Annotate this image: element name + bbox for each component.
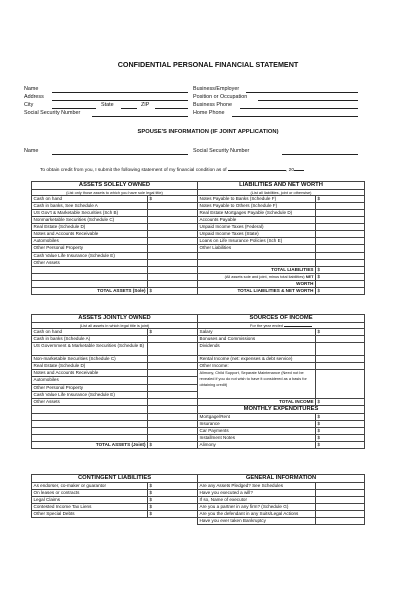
spouse-name-label: Name bbox=[24, 148, 39, 154]
sole-row-label: Nonmarketable Securities (Schedule C) bbox=[32, 217, 148, 224]
intro-text: To obtain credit from you, I submit the following statement of my financial condition as of , 20 bbox=[40, 168, 304, 173]
liab-row-label: Accounts Payable bbox=[198, 217, 316, 224]
general-row-label: Have you ever taken Bankruptcy bbox=[198, 518, 316, 525]
general-row-label: Are you a partner in any firm? (Schedule G) bbox=[198, 504, 316, 511]
dollar-sign: $ bbox=[149, 489, 153, 495]
business-phone-label: Business Phone bbox=[193, 102, 232, 108]
expenditure-value[interactable] bbox=[316, 427, 365, 434]
year-field[interactable] bbox=[294, 170, 304, 171]
net-worth-note-text: (All assets sole and joint, minus total liabilities) bbox=[224, 273, 305, 279]
joint-row-value[interactable] bbox=[148, 398, 198, 405]
contingent-row-value bbox=[148, 518, 198, 525]
joint-row-value[interactable] bbox=[148, 342, 198, 355]
worth-value[interactable] bbox=[316, 280, 365, 287]
assets-joint-heading: ASSETS JOINTLY OWNED bbox=[32, 315, 198, 323]
liab-row-value[interactable] bbox=[316, 195, 365, 202]
joint-row-value[interactable] bbox=[148, 335, 198, 342]
alimony-note: Alimony, Child Support, Separate Maintenance (Need not be revealed if you do not wish to have it considered as a basis for obtaining credit) bbox=[198, 370, 316, 398]
spouse-ssn-field[interactable] bbox=[282, 154, 358, 155]
joint-row-value[interactable] bbox=[148, 405, 198, 413]
employer-label: Business/Employer bbox=[193, 86, 240, 92]
joint-row-label: Real Estate (Schedule D) bbox=[32, 363, 148, 370]
expenditure-label: Insurance bbox=[198, 420, 316, 427]
address-field[interactable] bbox=[52, 100, 188, 101]
sole-row-label bbox=[32, 280, 148, 287]
liab-row-value[interactable] bbox=[316, 252, 365, 259]
joint-assets-income-table bbox=[31, 314, 365, 449]
liab-row-label bbox=[198, 252, 316, 259]
joint-row-label: Non-marketable Securities (Schedule C) bbox=[32, 356, 148, 363]
dollar-sign: $ bbox=[317, 288, 321, 294]
liab-row-value[interactable] bbox=[316, 209, 365, 216]
dollar-sign: $ bbox=[149, 442, 153, 447]
contingent-row-value[interactable] bbox=[148, 489, 198, 496]
sole-row-label: Other Assets bbox=[32, 259, 148, 266]
expenditure-value[interactable] bbox=[316, 442, 365, 449]
joint-row-label bbox=[32, 434, 148, 441]
sole-row-label: Notes and Accounts Receivable bbox=[32, 231, 148, 238]
joint-row-label: Other Personal Property bbox=[32, 384, 148, 391]
sole-row-value[interactable] bbox=[148, 231, 198, 238]
ssn-label: Social Security Number bbox=[24, 110, 81, 116]
net-worth-value[interactable] bbox=[316, 273, 365, 280]
net-label: NET bbox=[305, 273, 314, 279]
contingent-row-label: Legal Claims bbox=[32, 496, 148, 503]
dollar-sign: $ bbox=[149, 328, 153, 334]
joint-row-label bbox=[32, 420, 148, 427]
state-label: State bbox=[101, 102, 114, 108]
dollar-sign: $ bbox=[317, 413, 321, 419]
assets-sole-note: (List only those assets to which you have sole legal title) bbox=[32, 189, 198, 195]
general-row-label: Are you the defendant in any Suits/Legal Actions bbox=[198, 511, 316, 518]
joint-row-value[interactable] bbox=[148, 377, 198, 384]
liab-row-label: Real Estate Mortgages Payable (Schedule D) bbox=[198, 209, 316, 216]
dollar-sign: $ bbox=[317, 195, 321, 201]
sole-row-value[interactable] bbox=[148, 209, 198, 216]
general-row-value[interactable] bbox=[316, 504, 365, 511]
total-assets-joint-label: TOTAL ASSETS (Joint) bbox=[32, 442, 148, 449]
assets-sole-heading: ASSETS SOLELY OWNED bbox=[32, 182, 198, 190]
dollar-sign: $ bbox=[149, 511, 153, 517]
liab-row-value[interactable] bbox=[316, 259, 365, 266]
joint-row-value[interactable] bbox=[148, 328, 198, 335]
sole-row-label: Other Personal Property bbox=[32, 245, 148, 252]
joint-row-value[interactable] bbox=[148, 370, 198, 377]
dollar-sign: $ bbox=[317, 328, 321, 334]
sole-row-label bbox=[32, 273, 148, 280]
liab-row-value[interactable] bbox=[316, 238, 365, 245]
expenditure-value[interactable] bbox=[316, 413, 365, 420]
expenditure-value[interactable] bbox=[316, 434, 365, 441]
joint-row-label: Cash in banks (Schedule A) bbox=[32, 335, 148, 342]
dollar-sign: $ bbox=[149, 288, 153, 294]
contingent-general-table bbox=[31, 474, 365, 525]
total-income-value[interactable] bbox=[316, 398, 365, 405]
sole-row-value[interactable] bbox=[148, 245, 198, 252]
address-label: Address bbox=[24, 94, 44, 100]
sole-row-value[interactable] bbox=[148, 217, 198, 224]
liab-row-value[interactable] bbox=[316, 231, 365, 238]
joint-row-value[interactable] bbox=[148, 391, 198, 398]
contingent-row-label: Contested Income Tax Liens bbox=[32, 504, 148, 511]
dollar-sign: $ bbox=[317, 427, 321, 433]
expenditure-label: Mortgage/Rent bbox=[198, 413, 316, 420]
dollar-sign: $ bbox=[149, 482, 153, 488]
salary-label: Salary bbox=[198, 328, 316, 335]
dollar-sign: $ bbox=[149, 504, 153, 510]
liab-row-label: Notes Payable to Others (Schedule F) bbox=[198, 202, 316, 209]
total-liabilities-label: TOTAL LIABILITIES bbox=[198, 266, 316, 273]
form-title: CONFIDENTIAL PERSONAL FINANCIAL STATEMENT bbox=[117, 60, 299, 69]
joint-row-label: US Government & Marketable Securities (Schedule B) bbox=[32, 342, 148, 355]
sole-row-value[interactable] bbox=[148, 273, 198, 280]
liab-row-label: Unpaid Income Taxes (State) bbox=[198, 231, 316, 238]
expenditure-label: Car Payments bbox=[198, 427, 316, 434]
sole-row-label: Cash in banks, See Schedule A bbox=[32, 202, 148, 209]
sole-row-label: Real Estate (Schedule D) bbox=[32, 224, 148, 231]
employer-field[interactable] bbox=[246, 92, 358, 93]
contingent-row-label: As endorser, co-maker or guarantor bbox=[32, 482, 148, 489]
general-row-value[interactable] bbox=[316, 489, 365, 496]
year-ended-field[interactable] bbox=[284, 326, 312, 327]
alimony-income-value[interactable] bbox=[316, 370, 365, 398]
liab-row-value[interactable] bbox=[316, 245, 365, 252]
contingent-row-value[interactable] bbox=[148, 504, 198, 511]
expenditures-heading: MONTHLY EXPENDITURES bbox=[198, 405, 365, 413]
name-field[interactable] bbox=[52, 92, 188, 93]
state-field[interactable] bbox=[121, 108, 137, 109]
total-assets-sole-value[interactable] bbox=[148, 288, 198, 295]
joint-row-value[interactable] bbox=[148, 420, 198, 427]
joint-row-label: Cash Value Life Insurance (Schedule E) bbox=[32, 391, 148, 398]
intro-statement: To obtain credit from you, I submit the following statement of my financial condition as of bbox=[40, 168, 227, 173]
joint-row-label: Automobiles bbox=[32, 377, 148, 384]
sole-row-value[interactable] bbox=[148, 252, 198, 259]
net-worth-note bbox=[198, 273, 316, 280]
ssn-field[interactable] bbox=[92, 116, 188, 117]
general-row-label: Are any Assets Pledged? See Schedules bbox=[198, 482, 316, 489]
joint-row-value[interactable] bbox=[148, 356, 198, 363]
business-phone-field[interactable] bbox=[240, 108, 358, 109]
expenditure-label: Alimony bbox=[198, 442, 316, 449]
total-net-worth-label: TOTAL LIABILITIES & NET WORTH bbox=[198, 288, 316, 295]
date-field[interactable] bbox=[228, 170, 286, 171]
sole-row-value[interactable] bbox=[148, 238, 198, 245]
joint-row-label bbox=[32, 427, 148, 434]
total-income-label: TOTAL INCOME bbox=[198, 398, 316, 405]
joint-row-label: Notes and Accounts Receivable bbox=[32, 370, 148, 377]
spouse-heading: SPOUSE'S INFORMATION (IF JOINT APPLICATION) bbox=[137, 129, 279, 135]
rental-value[interactable] bbox=[316, 356, 365, 363]
sole-row-label: Cash Value Life Insurance (Schedule E) bbox=[32, 252, 148, 259]
city-field[interactable] bbox=[52, 108, 96, 109]
position-label: Position or Occupation bbox=[193, 94, 248, 100]
liabilities-heading: LIABILITIES AND NET WORTH bbox=[198, 182, 365, 190]
expenditure-label: Installment Notes bbox=[198, 434, 316, 441]
other-income-value[interactable] bbox=[316, 363, 365, 370]
joint-row-label bbox=[32, 413, 148, 420]
bonuses-label: Bonuses and Commissions bbox=[198, 335, 316, 342]
total-liabilities-value[interactable] bbox=[316, 266, 365, 273]
dividends-value[interactable] bbox=[316, 342, 365, 355]
contingent-heading: CONTINGENT LIABILITIES bbox=[32, 475, 198, 483]
name-label: Name bbox=[24, 86, 39, 92]
general-row-value[interactable] bbox=[316, 518, 365, 525]
joint-row-label bbox=[32, 405, 148, 413]
dollar-sign: $ bbox=[317, 266, 321, 272]
joint-row-label: Other Assets bbox=[32, 398, 148, 405]
joint-row-value[interactable] bbox=[148, 413, 198, 420]
expenditure-value[interactable] bbox=[316, 420, 365, 427]
general-row-value[interactable] bbox=[316, 496, 365, 503]
dollar-sign: $ bbox=[317, 273, 321, 279]
zip-field[interactable] bbox=[155, 108, 188, 109]
liab-row-label: Notes Payable to Banks (Schedule F) bbox=[198, 195, 316, 202]
liab-row-value[interactable] bbox=[316, 217, 365, 224]
liab-row-value[interactable] bbox=[316, 224, 365, 231]
general-heading: GENERAL INFORMATION bbox=[198, 475, 365, 483]
sole-row-label bbox=[32, 266, 148, 273]
bonuses-value[interactable] bbox=[316, 335, 365, 342]
liabilities-note: (List all liabilities, joint or otherwise) bbox=[198, 189, 365, 195]
dollar-sign: $ bbox=[149, 496, 153, 502]
general-row-label: If so, Name of executor bbox=[198, 496, 316, 503]
home-phone-label: Home Phone bbox=[193, 110, 225, 116]
liab-row-label bbox=[198, 259, 316, 266]
sole-row-label: US Gov't & Marketable Securities (Sch B) bbox=[32, 209, 148, 216]
contingent-row-label bbox=[32, 518, 148, 525]
sole-row-label: Cash on hand bbox=[32, 195, 148, 202]
sole-row-value[interactable] bbox=[148, 259, 198, 266]
sole-row-value[interactable] bbox=[148, 224, 198, 231]
liab-row-label: Other Liabilities bbox=[198, 245, 316, 252]
sole-row-value[interactable] bbox=[148, 280, 198, 287]
liab-row-value[interactable] bbox=[316, 202, 365, 209]
city-label: City bbox=[24, 102, 34, 108]
intro-year: 20 bbox=[288, 168, 294, 173]
sole-row-value[interactable] bbox=[148, 195, 198, 202]
total-assets-sole-label: TOTAL ASSETS (Sole) bbox=[32, 288, 148, 295]
home-phone-field[interactable] bbox=[232, 116, 358, 117]
joint-row-value[interactable] bbox=[148, 427, 198, 434]
rental-label: Rental Income (net: expenses & debt service) bbox=[198, 356, 316, 363]
joint-row-value[interactable] bbox=[148, 384, 198, 391]
other-income-label: Other Income: bbox=[198, 363, 316, 370]
contingent-row-value[interactable] bbox=[148, 511, 198, 518]
zip-label: ZIP bbox=[141, 102, 150, 108]
joint-row-label: Cash on hand bbox=[32, 328, 148, 335]
liab-row-label: Unpaid Income Taxes (Federal) bbox=[198, 224, 316, 231]
spouse-name-field[interactable] bbox=[52, 154, 188, 155]
dollar-sign: $ bbox=[317, 398, 321, 404]
dollar-sign: $ bbox=[317, 434, 321, 440]
dollar-sign: $ bbox=[149, 195, 153, 201]
dividends-label: Dividends bbox=[198, 342, 316, 355]
assets-joint-note: (List all assets in which legal title is joint) bbox=[32, 322, 198, 328]
contingent-row-value[interactable] bbox=[148, 482, 198, 489]
sole-row-value[interactable] bbox=[148, 202, 198, 209]
dollar-sign: $ bbox=[317, 442, 321, 447]
joint-row-value[interactable] bbox=[148, 363, 198, 370]
spouse-ssn-label: Social Security Number bbox=[193, 148, 250, 154]
general-row-label: Have you executed a will? bbox=[198, 489, 316, 496]
position-field[interactable] bbox=[258, 100, 358, 101]
worth-label: WORTH bbox=[198, 280, 316, 287]
joint-row-value[interactable] bbox=[148, 434, 198, 441]
dollar-sign: $ bbox=[317, 420, 321, 426]
salary-value[interactable] bbox=[316, 328, 365, 335]
contingent-row-value[interactable] bbox=[148, 496, 198, 503]
income-heading: SOURCES OF INCOME bbox=[198, 315, 365, 323]
income-period-label: For the year ended bbox=[250, 322, 283, 328]
contingent-row-label: Other Special Debts bbox=[32, 511, 148, 518]
total-assets-joint-value[interactable] bbox=[148, 442, 198, 449]
sole-row-label: Automobiles bbox=[32, 238, 148, 245]
general-row-value[interactable] bbox=[316, 482, 365, 489]
liab-row-label: Loans on Life Insurance Policies (Sch E) bbox=[198, 238, 316, 245]
total-net-worth-value[interactable] bbox=[316, 288, 365, 295]
sole-row-value[interactable] bbox=[148, 266, 198, 273]
sole-assets-liabilities-table bbox=[31, 181, 365, 295]
general-row-value[interactable] bbox=[316, 511, 365, 518]
contingent-row-label: On leases or contracts bbox=[32, 489, 148, 496]
